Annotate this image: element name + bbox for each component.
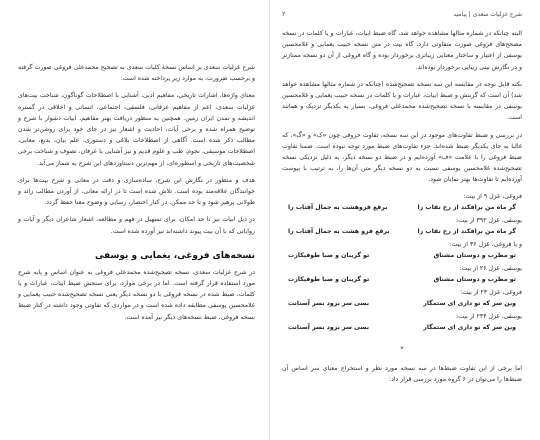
right-page <box>270 0 540 440</box>
verse-line <box>282 275 522 285</box>
verse-hemistich-left: بسی سر برود بسر آستانت <box>288 299 370 307</box>
verse-line <box>282 299 522 309</box>
paragraph-4: در ذیل ابیات نیز تا حد امکان، برای تسهیل در فهم و مطالعه، اشعار شاعران دیگر و آیات و روایاتی که با آن بیت پیوند داشته‌اند نیز آورده شده است. <box>18 216 255 235</box>
paragraph-3: در بررسی و ضبط تفاوت‌های موجود در این سه نسخه، تفاوت حروفی چون «ک» و «گ»، که غالبا به جای یکدیگر ضبط شده‌اند، جزء تفاوت‌های ضبط مورد توجه نبوده است. ضمنا تفاوت ضبط فروغی را با علامت «ف» آورده‌ایم و در ضبط دو نسخه دیگر، به دلیل نزدیکی نسخه تصحیح‌شده غلامحسین یوسفی نسبت به دو نسخه دیگر متن آن‌ها را، به ترتیب با پیوست آورده‌ایم تا تفاوت‌ها بهتر نمایان شود. <box>282 131 522 184</box>
paragraph-1: شرح غزلیات سعدی بر اساس نسخهٔ کلیات سعدی به تصحیح محمدعلی فروغی صورت گرفته و برحسب ضرورت، به موارد زیر پرداخته شده است: <box>18 64 255 83</box>
verse-label: یوسفی، غزل ۳۹۲ از بیت: <box>456 216 522 224</box>
verse-hemistich-left: برقع فرو هشت به جمال آفتاب را <box>288 227 390 235</box>
verse-label: فروغی، غزل ۲۳ از بیت: <box>460 288 522 296</box>
verse-block <box>282 192 522 333</box>
verse-hemistich-right: وین سر که تو داری ای ستمگار <box>423 323 516 331</box>
verse-line <box>282 203 522 213</box>
running-head-title: شرح غزلیات سعدی | پیامید <box>453 10 522 18</box>
verse-hemistich-right: تو مطرب و دوستان مشتاق <box>433 251 516 259</box>
verse-hemistich-right: گر ماه من برافکند از رخ نقاب را <box>417 203 516 211</box>
verse-hemistich-left: بسی سر برود بسر آستانت <box>288 323 370 331</box>
verse-label: یوسفی، غزل ۲۴۴ از بیت: <box>456 312 522 320</box>
verse-hemistich-left: برقع فروهشت به جمال آفتاب را <box>288 203 388 211</box>
verse-line <box>282 323 522 333</box>
verse-hemistich-right: تو مطرب و دوستان مشتاق <box>433 275 516 283</box>
verse-hemistich-left: تو گریبان و صبا طوفیکارت <box>288 275 370 283</box>
verse-label: فروغی، غزل ۹ از بیت: <box>463 192 522 200</box>
verse-label: یوسفی، غزل ۲۶ از بیت: <box>459 264 522 272</box>
verse-hemistich-left: تو گریبان و صبا طوفیکارت <box>288 251 370 259</box>
paragraph-2: نکته قابل توجه در مقایسه این سه نسخه تصحیح‌شده (چنانکه در شماره مثالها مشاهده خواهد شد) آن است که گزینش و ضبط ابیات، عبارات و یا کلمات در نسخه حبیب یغمایی و غلامحسین یوسفی در مقایسه با نسخه تصحیح‌شده محمدعلی فروغی، بسیار به یکدیگر نزدیک و همانند است. <box>282 80 522 122</box>
section-title: نسخه‌های فروغی، یغمایی و یوسفی <box>94 250 255 261</box>
paragraph-1: البته چنانکه در شماره مثالها مشاهده خواهد شد، گاه ضبط ابیات، عبارات و یا کلمات در نسخه مصحح‌های فروغی صورت متفاوتی دارد. گاه بیت در متن نسخه حبیب یغمایی و غلامحسین یوسفی از اعتبار و ساختار معنایی زیباتری برخوردار بوده و گاه فروغی از آن دو نسخه ممتازتر و در نگارش بیتی زیبایی برخوردار بوده‌اند. <box>282 30 522 71</box>
verse-label: و یا فروغی، غزل ۳۶ از بیت: <box>449 240 522 248</box>
verse-hemistich-right: وین سر که تو داری ای ستمگار <box>423 299 516 307</box>
paragraph-2: معنای واژه‌ها، اشارات تاریخی، مفاهیم ادبی، آشنایی با اصطلاحات گوناگون، شناخت بیت‌های غزلیات سعدی، اعم از مفاهیم عرفانی، فلسفی، اجتماعی، انسانی و اخلاقی در گستره اندیشه و تمدن ایران زمین. همچنین به منظور دریافت بهتر مفاهیم، ابیات دشوار با شرح و توضیح همراه شده و برخی آیات، احادیث و اشعار نیز در جای خود برای روشن‌تر شدن مطالب ذکر شده است. آگاهی از اصطلاحات بلاغی و دستوری، علم بیان، بدیع، معانی، اصطلاحات موسیقی، نجوم، طب و علوم قدیم و نیز آشنایی با عرفان، تصوف و شناخت برخی شخصیت‌های تاریخی و اسطوره‌ای، از مهم‌ترین دستاوردهای این شرح به شمار می‌آید. <box>18 92 255 167</box>
paragraph-4: اما برخی از این تفاوت ضبط‌ها در سه نسخه مورد نظر و استخراج معنای سر اساس آن ضبط‌ها را می‌توان در ۶ گروه مورد بررسی قرار داد: <box>282 364 522 383</box>
section-divider-star: * <box>400 344 404 353</box>
paragraph-3: هدف و منظور در نگارش این شرح، ساده‌سازی و دقت در معانی و شرح بیت‌ها برای خوانندگان علاقه‌مند بوده است. تلاش شده است تا در ارائه معانی، از آوردن مطالب زائد و طولانی پرهیز شود و تا حد ممکن، در کنار اختصار، رسایی و وضوح معنا حفظ گردد. <box>18 176 255 207</box>
verse-line <box>282 251 522 261</box>
paragraph-5: در شرح غزلیات سعدی، نسخه تصحیح‌شده محمدعلی فروغی به عنوان اساس و پایه شرح مورد استفاده قرار گرفته است. اما در برخی موارد، برای سنجش ضبط ابیات، عبارات و یا کلمات، ضبط شده در نسخه فروغی با دو نسخه دیگر یعنی نسخه تصحیح‌شده حبیب یغمایی و غلامحسین یوسفی مطابقه داده شده است و در مواردی که تفاوتی وجود داشته در کنار ضبط نسخه فروغی، ضبط نسخه‌های دیگر نیز آمده است. <box>18 268 255 321</box>
verse-line <box>282 227 522 237</box>
verse-hemistich-right: گر ماه من برافکند از رخ نقاب را <box>417 227 516 235</box>
page-number: ۲ <box>282 10 286 18</box>
running-head <box>282 10 522 18</box>
